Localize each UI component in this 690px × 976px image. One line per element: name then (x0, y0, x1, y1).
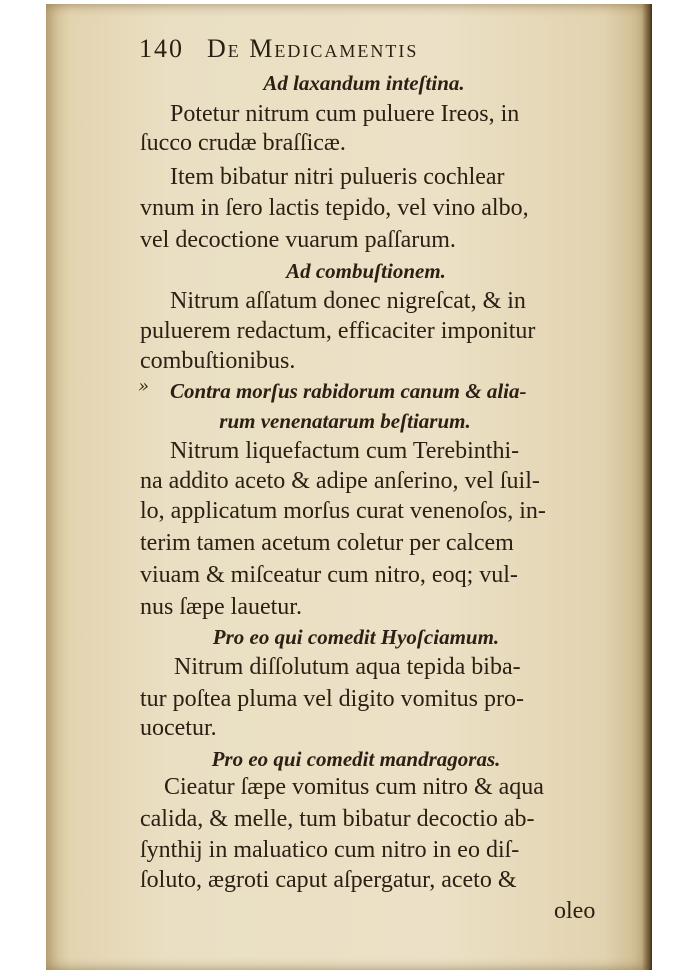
text-line: ſucco crudæ braſſicæ. (140, 130, 346, 156)
book-page (46, 4, 652, 970)
text-line: Potetur nitrum cum puluere Ireos, in (170, 101, 520, 127)
text-line: Nitrum aſſatum donec nigreſcat, & in (170, 288, 526, 314)
heading-line: Ad combuſtionem. (286, 259, 446, 283)
running-header (139, 34, 639, 70)
heading-line: Ad laxandum inteſtina. (263, 71, 465, 95)
heading-line: Contra morſus rabidorum canum & alia- (170, 379, 527, 403)
heading-line: Pro eo qui comedit Hyoſciamum. (212, 625, 500, 649)
text-line: ſynthij in maluatico cum nitro in eo diſ- (140, 837, 520, 863)
text-line: lo, applicatum morſus curat venenoſos, in- (140, 498, 546, 524)
text-line: Nitrum liquefactum cum Terebinthi- (170, 438, 520, 464)
text-line: puluerem redactum, efficaciter imponitur (140, 318, 536, 344)
heading-line: rum venenatarum beſtiarum. (219, 409, 471, 433)
text-line: ſoluto, ægroti caput aſpergatur, aceto & (140, 867, 517, 893)
catchword: oleo (554, 898, 596, 924)
marginal-mark: » (138, 376, 150, 397)
text-line: terim tamen acetum coletur per calcem (140, 530, 514, 556)
text-line: Cieatur ſæpe vomitus cum nitro & aqua (164, 774, 544, 800)
text-line: Item bibatur nitri pulueris cochlear (170, 164, 505, 190)
text-line: tur poſtea pluma vel digito vomitus pro- (140, 686, 524, 712)
text-line: combuſtionibus. (140, 348, 296, 374)
text-line: uocetur. (140, 715, 217, 741)
text-line: Nitrum diſſolutum aqua tepida biba- (174, 654, 521, 680)
page-number: 140 (139, 34, 184, 63)
text-line: viuam & miſceatur cum nitro, eoq; vul- (140, 562, 518, 588)
text-line: vnum in ſero lactis tepido, vel vino albo, (140, 195, 529, 221)
text-line: vel decoctione vuarum paſſarum. (140, 227, 456, 253)
running-title: De Medicamentis (207, 34, 419, 63)
text-line: na addito aceto & adipe anſerino, vel ſuil- (140, 468, 540, 494)
text-line: calida, & melle, tum bibatur decoctio ab- (140, 806, 535, 832)
text-line: nus ſæpe lauetur. (140, 594, 302, 620)
heading-line: Pro eo qui comedit mandragoras. (211, 747, 501, 771)
